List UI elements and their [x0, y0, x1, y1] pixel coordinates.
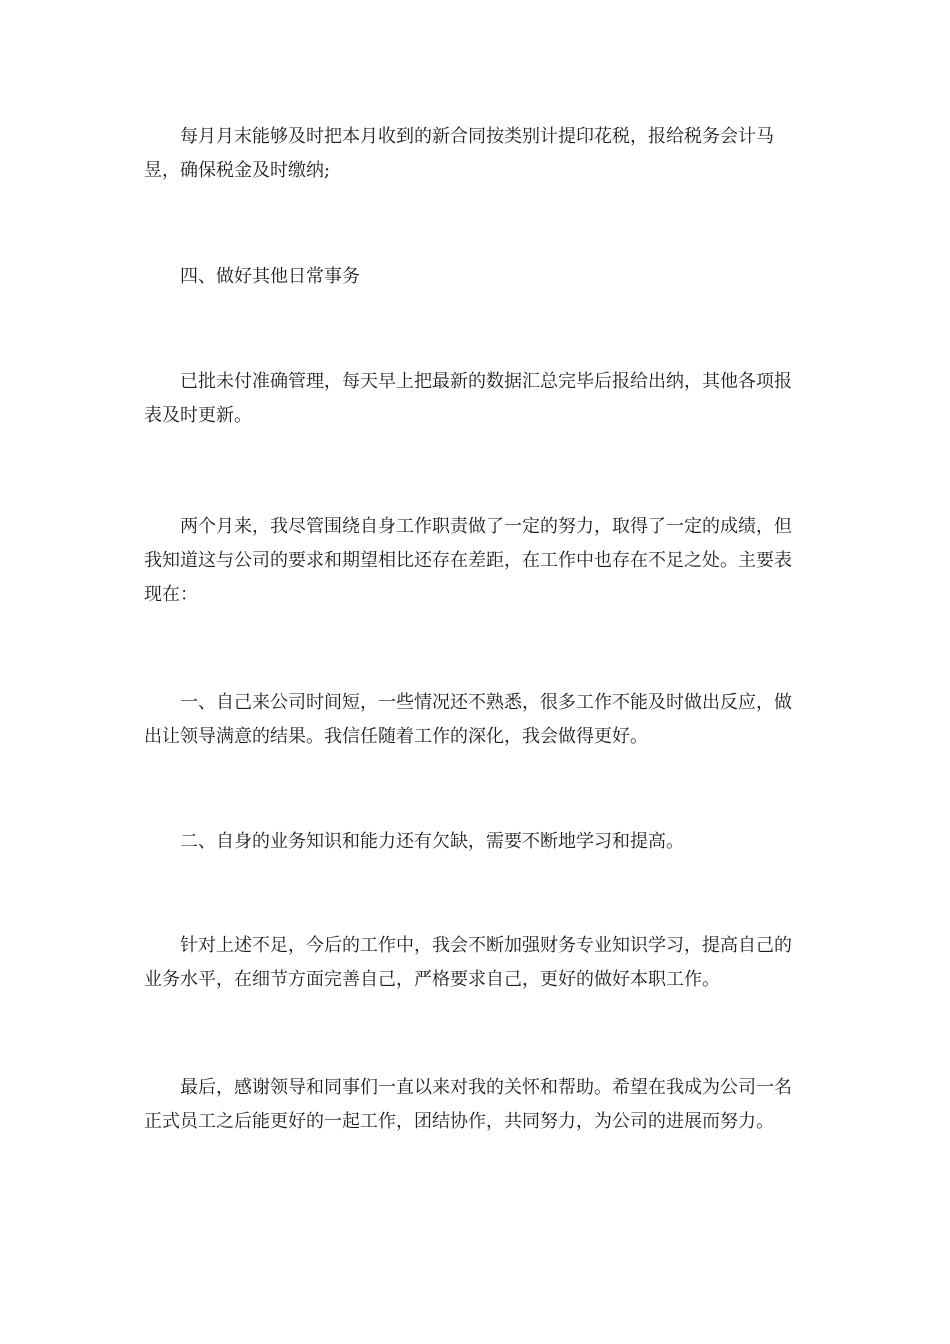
paragraph-stamp-duty: 每月月末能够及时把本月收到的新合同按类别计提印花税，报给税务会计马昱，确保税金及时缴纳;	[144, 126, 774, 181]
paragraph-closing-thanks: 最后，感谢领导和同事们一直以来对我的关怀和帮助。希望在我成为公司一名正式员工之后能更好的一起工作，团结协作，共同努力，为公司的进展而努力。	[144, 1077, 792, 1132]
paragraph-shortcoming-one: 一、自己来公司时间短，一些情况还不熟悉，很多工作不能及时做出反应，做出让领导满意的结果。我信任随着工作的深化，我会做得更好。	[144, 692, 792, 747]
paragraph-unpaid-management: 已批未付准确管理，每天早上把最新的数据汇总完毕后报给出纳，其他各项报表及时更新。	[144, 371, 792, 426]
paragraph-summary-shortcomings: 两个月来，我尽管围绕自身工作职责做了一定的努力，取得了一定的成绩，但我知道这与公司的要求和期望相比还存在差距，在工作中也存在不足之处。主要表现在：	[144, 516, 792, 605]
section-heading-daily-affairs: 四、做好其他日常事务	[180, 266, 360, 287]
paragraph-improvement-plan: 针对上述不足，今后的工作中，我会不断加强财务专业知识学习，提高自己的业务水平，在细节方面完善自己，严格要求自己，更好的做好本职工作。	[144, 935, 792, 990]
paragraph-shortcoming-two: 二、自身的业务知识和能力还有欠缺，需要不断地学习和提高。	[180, 831, 684, 852]
